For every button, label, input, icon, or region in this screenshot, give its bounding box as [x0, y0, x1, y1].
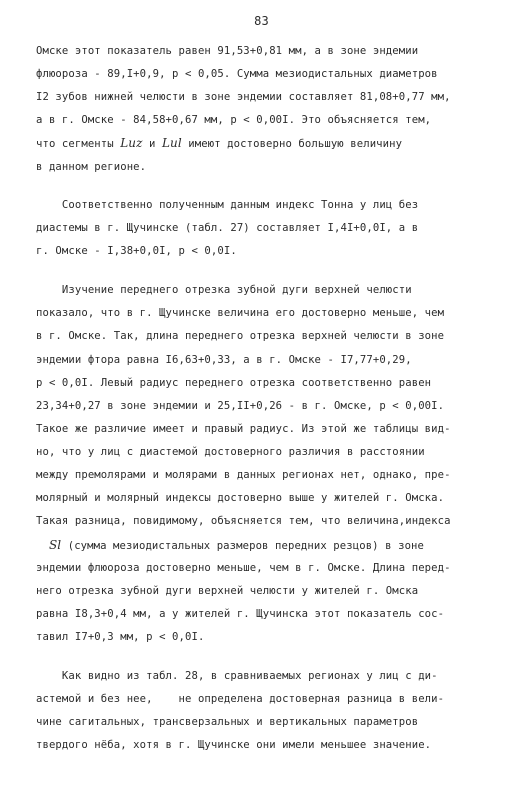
text-line — [36, 514, 451, 528]
text-line — [36, 538, 424, 553]
text-segment: (сумма мезиодистальных размеров передних резцов) в зоне — [61, 540, 425, 552]
text-line — [36, 329, 444, 343]
text-line — [36, 221, 418, 235]
text-segment: него отрезка зубной дуги верхней челюсти у жителей г. Омска — [36, 585, 419, 597]
text-line — [36, 136, 402, 151]
text-line — [36, 445, 425, 459]
text-segment: имеют достоверно большую величину — [181, 138, 403, 150]
text-segment: но, что у лиц с диастемой достоверного различия в расстоянии — [36, 446, 425, 458]
text-segment: Омске этот показатель равен 91,53+0,81 мм, а в зоне эндемии — [36, 45, 419, 57]
text-line — [36, 283, 412, 297]
text-segment: 23,34+0,27 в зоне эндемии и 25,II+0,26 - в г. Омске, p < 0,00I. — [36, 400, 445, 412]
text-segment: равна I8,3+0,4 мм, а у жителей г. Щучинска этот показатель сос- — [36, 608, 445, 620]
text-segment: эндемии флюороза достоверно меньше, чем в г. Омске. Длина перед- — [36, 562, 451, 574]
text-line — [36, 607, 444, 621]
text-segment: астемой и без нее, не определена достоверная разница в вели- — [36, 693, 445, 705]
text-segment: Такая разница, повидимому, объясняется тем, что величина,индекса — [36, 515, 451, 527]
text-line — [36, 468, 451, 482]
text-line — [36, 160, 146, 174]
text-segment: флюороза - 89,I+0,9, p < 0,05. Сумма мезиодистальных диаметров — [36, 68, 438, 80]
text-line — [36, 353, 412, 367]
text-line — [36, 491, 444, 505]
text-segment — [36, 540, 49, 552]
text-line — [36, 198, 418, 212]
text-segment: I2 зубов нижней челюсти в зоне эндемии составляет 81,08+0,77 мм, — [36, 91, 451, 103]
handwritten-symbol: Sl — [48, 538, 62, 552]
text-segment: в данном регионе. — [36, 161, 147, 173]
text-segment: что сегменты — [36, 138, 121, 150]
text-segment: тавил I7+0,3 мм, p < 0,0I. — [36, 631, 205, 643]
text-line — [36, 399, 444, 413]
handwritten-symbol: Luz — [120, 136, 143, 150]
text-segment: Изучение переднего отрезка зубной дуги верхней челюсти — [36, 284, 412, 296]
page-number: 83 — [254, 14, 269, 28]
text-line — [36, 67, 438, 81]
text-line — [36, 44, 418, 58]
text-segment: молярный и молярный индексы достоверно выше у жителей г. Омска. — [36, 492, 445, 504]
handwritten-symbol: Lul — [161, 136, 182, 150]
text-segment: диастемы в г. Щучинске (табл. 27) составляет I,4I+0,0I, а в — [36, 222, 419, 234]
text-segment: Такое же различие имеет и правый радиус. Из этой же таблицы вид- — [36, 423, 451, 435]
text-segment: чине сагитальных, трансверзальных и вертикальных параметров — [36, 716, 419, 728]
text-segment: г. Омске - I,38+0,0I, p < 0,0I. — [36, 245, 237, 257]
text-line — [36, 244, 237, 258]
text-segment: показало, что в г. Щучинске величина его достоверно меньше, чем — [36, 307, 445, 319]
text-segment: и — [142, 138, 162, 150]
text-line — [36, 715, 418, 729]
text-segment: Соответственно полученным данным индекс Тонна у лиц без — [36, 199, 419, 211]
text-line — [36, 584, 418, 598]
text-line — [36, 113, 431, 127]
text-segment: а в г. Омске - 84,58+0,67 мм, p < 0,00I. Это объясняется тем, — [36, 114, 432, 126]
text-line — [36, 422, 451, 436]
text-line — [36, 376, 431, 390]
text-segment: p < 0,0I. Левый радиус переднего отрезка соответственно равен — [36, 377, 432, 389]
text-line — [36, 90, 451, 104]
text-segment: эндемии фтора равна I6,63+0,33, а в г. Омске - I7,77+0,29, — [36, 354, 412, 366]
text-line — [36, 692, 444, 706]
text-segment: твердого нёба, хотя в г. Щучинске они имели меньшее значение. — [36, 739, 432, 751]
text-line — [36, 561, 451, 575]
text-segment: между премолярами и молярами в данных регионах нет, однако, пре- — [36, 469, 451, 481]
text-line — [36, 630, 204, 644]
text-line — [36, 669, 438, 683]
text-segment: Как видно из табл. 28, в сравниваемых регионах у лиц с ди- — [36, 670, 438, 682]
text-segment: в г. Омске. Так, длина переднего отрезка верхней челюсти в зоне — [36, 330, 445, 342]
text-line — [36, 738, 431, 752]
text-line — [36, 306, 444, 320]
